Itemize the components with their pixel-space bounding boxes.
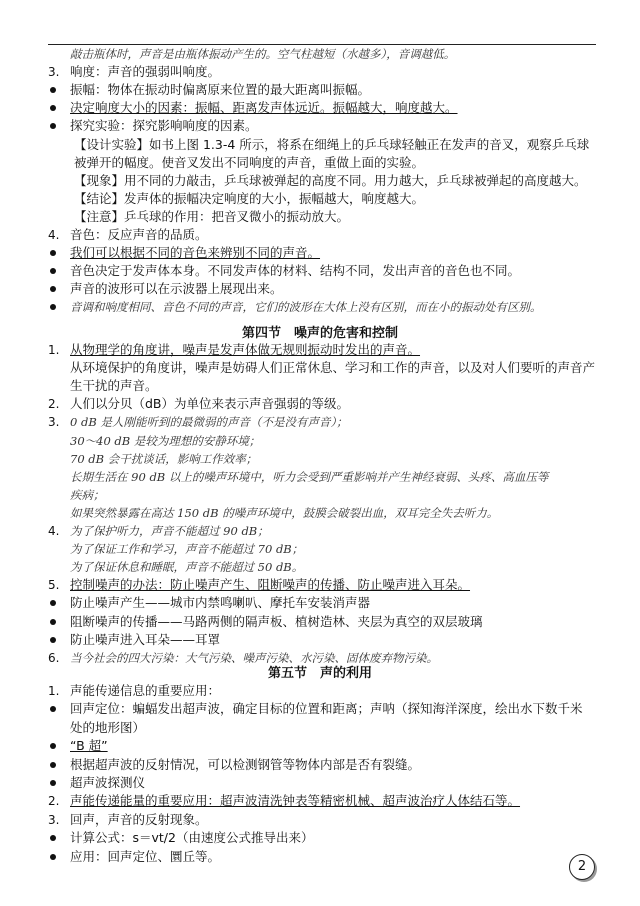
bullet-icon (50, 780, 56, 786)
bullet-icon (50, 854, 56, 860)
text-line: 响度：声音的强弱叫响度。 (70, 64, 221, 80)
text-line: 探究实验：探究影响响度的因素。 (70, 118, 258, 134)
text-line: 音色：反应声音的品质。 (70, 227, 208, 242)
text-line: 疾病； (70, 487, 105, 502)
page-number: 2 (569, 854, 595, 880)
list-number: 3. (48, 415, 60, 430)
section-heading-5: 第五节 声的利用 (267, 666, 372, 681)
text-line: 【注意】乒乓球的作用：把音叉微小的振动放大。 (74, 208, 350, 224)
text-line: 计算公式：s＝vt/2（由速度公式推导出来） (70, 830, 314, 846)
text-line: 音色决定于发声体本身。不同发声体的材料、结构不同，发出声音的音色也不同。 (70, 263, 521, 279)
bullet-icon (50, 268, 56, 274)
bullet-icon (50, 600, 56, 606)
text-line: 长期生活在 90 dB 以上的噪声环境中，听力会受到严重影响并产生神经衰弱、头疼、高血压等 (70, 469, 549, 484)
text-line: 回声定位：蝙蝠发出超声波，确定目标的位置和距离；声呐（探知海洋深度，绘出水下数千米 (70, 701, 583, 717)
list-number: 4. (48, 524, 60, 538)
bullet-icon (50, 105, 56, 111)
list-number: 1. (48, 343, 60, 357)
bullet-icon (50, 835, 56, 841)
text-line: 【结论】发声体的振幅决定响度的大小，振幅越大，响度越大。 (74, 190, 425, 206)
text-line: 为了保证工作和学习，声音不能超过 70 dB； (70, 542, 304, 557)
text-line: 防止噪声产生——城市内禁鸣喇叭、摩托车安装消声器 (70, 595, 371, 611)
text-line: 30～40 dB 是较为理想的安静环境； (70, 433, 261, 448)
text-line: 声音的波形可以在示波器上展现出来。 (70, 281, 283, 297)
text-line: 从物理学的角度讲，噪声是发声体做无规则振动时发出的声音。 (70, 342, 421, 357)
bullet-icon (50, 637, 56, 643)
text-line: 为了保护听力，声音不能超过 90 dB； (70, 524, 269, 538)
text-line: 超声波探测仪 (70, 775, 146, 790)
text-line: 处的地形图） (70, 719, 146, 735)
header-rule (48, 44, 596, 45)
text-line: 70 dB 会干扰谈话，影响工作效率； (70, 451, 258, 466)
text-line: “B 超” (70, 738, 108, 754)
list-number: 5. (48, 578, 60, 593)
text-line: 人们以分贝（dB）为单位来表示声音强弱的等级。 (70, 396, 350, 412)
bullet-icon (50, 250, 56, 256)
text-line: 防止噪声进入耳朵——耳罩 (70, 631, 221, 647)
list-number: 6. (48, 650, 60, 665)
text-line: 如果突然暴露在高达 150 dB 的噪声环境中，鼓膜会破裂出血，双耳完全失去听力。 (70, 505, 499, 520)
bullet-icon (50, 286, 56, 292)
bullet-icon (50, 87, 56, 93)
text-line: 应用：回声定位、圜丘等。 (70, 848, 221, 864)
text-line: 控制噪声的办法：防止噪声产生、阻断噪声的传播、防止噪声进入耳朵。 (70, 577, 471, 593)
list-number: 3. (48, 812, 60, 827)
bullet-icon (50, 762, 56, 768)
text-line: 当今社会的四大污染：大气污染、噪声污染、水污染、固体废弃物污染。 (70, 650, 438, 665)
text-line: 被弹开的幅度。使音叉发出不同响度的声音，重做上面的实验。 (74, 154, 425, 170)
section-heading-4: 第四节 噪声的危害和控制 (241, 326, 398, 341)
text-line: 敲击瓶体时，声音是由瓶体振动产生的。空气柱越短（水越多），音调越低。 (70, 47, 456, 61)
text-line: 从环境保护的角度讲，噪声是妨碍人们正常休息、学习和工作的声音，以及对人们要听的声音产 (70, 360, 596, 376)
text-line: 声能传递信息的重要应用： (70, 683, 221, 698)
list-number: 2. (48, 794, 60, 809)
list-number: 2. (48, 397, 60, 412)
bullet-icon (50, 619, 56, 625)
text-line: 根据超声波的反射情况，可以检测钢管等物体内部是否有裂缝。 (70, 756, 421, 772)
text-line: 声能传递能量的重要应用：超声波清洗钟表等精密机械、超声波治疗人体结石等。 (70, 793, 521, 809)
text-line: 生干扰的声音。 (70, 378, 158, 394)
text-line: 我们可以根据不同的音色来辨别不同的声音。 (70, 245, 321, 261)
text-line: 决定响度大小的因素：振幅、距离发声体远近。振幅越大，响度越大。 (70, 100, 458, 116)
text-line: 振幅：物体在振动时偏离原来位置的最大距离叫振幅。 (70, 82, 371, 98)
text-line: 【设计实验】如书上图 1.3-4 所示，将系在细绳上的乒乓球轻触正在发声的音叉，观察乒乓球 (74, 136, 590, 152)
text-line: 音调和响度相同、音色不同的声音，它们的波形在大体上没有区别，而在小的振动处有区别。 (70, 300, 542, 315)
bullet-icon (50, 123, 56, 129)
bullet-icon (50, 304, 56, 310)
list-number: 4. (48, 228, 60, 242)
text-line: 0 dB 是人刚能听到的最微弱的声音（不是没有声音）； (70, 415, 348, 430)
text-line: 【现象】用不同的力敲击，乒乓球被弹起的高度不同。用力越大，乒乓球被弹起的高度越大。 (74, 172, 587, 188)
bullet-icon (50, 706, 56, 712)
list-number: 1. (48, 684, 60, 698)
text-line: 为了保证休息和睡眠，声音不能超过 50 dB。 (70, 560, 304, 575)
list-number: 3. (48, 65, 60, 80)
bullet-icon (50, 743, 56, 749)
text-line: 回声，声音的反射现象。 (70, 811, 208, 827)
text-line: 阻断噪声的传播——马路两侧的隔声板、植树造林、夹层为真空的双层玻璃 (70, 613, 483, 629)
